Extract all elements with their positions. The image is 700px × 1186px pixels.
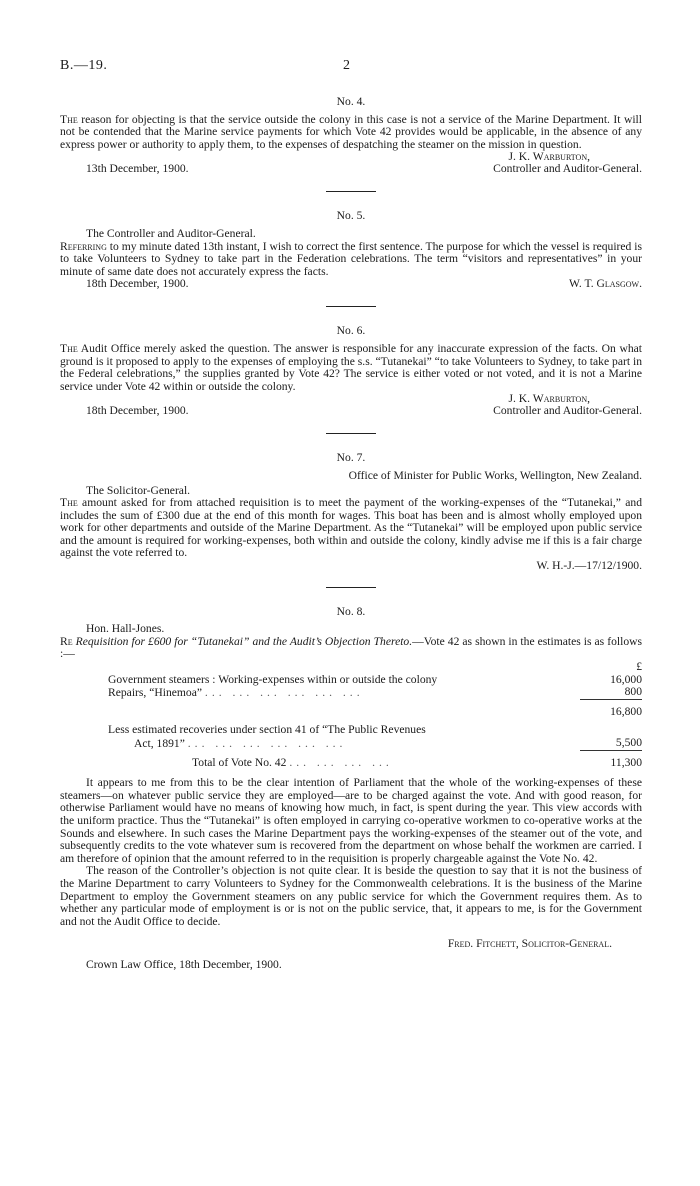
opinion-paragraph: It appears to me from this to be the clear intention of Parliament that the whole of the working-expenses of these steamers—on whatever public service they are employed—are to be charged against the vote. And with good reason, for otherwise Parliament would have no means of knowing how much, in fact, is spent during the year. This view accords with the uniform practice. Thus the “Tutanekai” is often employed in carrying co-operative workmen to co-operative works at the Sounds and elsewhere. In such cases the Marine Department pays the working-expenses of the steamer out of the vote, and subsequently credits to the vote whatever sum is recovered from the department on whose behalf the workmen are carried. I am therefore of opinion that the amount referred to in the requisition is properly chargeable against the Vote No. 42.: [60, 776, 642, 865]
minute-text: to my minute dated 13th instant, I wish to correct the first sentence. The purpose for which the vessel is required is to take Volunteers to Sydney to take part in the Federation celebrations. The term “visitors and representatives” in your minute of same date does not accurately express the facts.: [60, 239, 642, 278]
section-divider: [326, 191, 376, 192]
row-amount: [580, 718, 642, 737]
signatory-title: Controller and Auditor-General.: [493, 404, 642, 418]
minute-text: reason for objecting is that the service outside the colony in this case is not a service of the Marine Department. It will not be contended that the Marine service payments for which Vote 42 provides would be applicable, in the absence of any express power or authority to apply them, to the expenses of despatching the steamer on the mission in question.: [60, 112, 642, 151]
row-amount: 16,800: [580, 699, 642, 718]
row-amount: 11,300: [580, 750, 642, 769]
minute-body: [60, 343, 642, 393]
lead-word: The: [60, 112, 78, 126]
addressee: The Solicitor-General.: [86, 483, 191, 497]
row-label: Act, 1891”: [134, 736, 185, 750]
row-label: Less estimated recoveries under section 41 of “The Public Revenues: [108, 723, 426, 737]
signatory-name: J. K. Warburton,: [508, 392, 590, 406]
minute-text: Audit Office merely asked the question. The answer is responsible for any inaccurate expression of the facts. On what ground is it proposed to apply to the expenses of employing the s.s. “Tutanekai” “to take Volunteers to Sydney, to take part in the Federal celebrations,” the supplies granted by Vote 42? The service is either voted or not voted, and it is not a Marine service under Vote 42 within or outside the colony.: [60, 341, 642, 393]
minute-text: amount asked for from attached requisition is to meet the payment of the working-expenses of the “Tutanekai,” and includes the sum of £300 due at the end of this month for wages. This boat has been and is almost wholly employed upon work for other departments and outside of the Marine Department. As the “Tutanekai” will be employed upon public service and the amount is required for working-expenses, both within and outside the colony, kindly advise me if this is a fair charge against the vote referred to.: [60, 496, 642, 560]
table-row: [108, 718, 642, 737]
minute-date: 18th December, 1900.: [86, 404, 189, 418]
lead-word: Re: [60, 634, 73, 648]
section-divider: [326, 433, 376, 434]
currency-symbol: £: [636, 660, 642, 674]
opinion-paragraph: The reason of the Controller’s objection is not quite clear. It is beside the question to say that it is not the business of the Marine Department to carry Volunteers to Sydney for the Commonwealth celebrations. It is the business of the Marine Department to employ the Government steamers on any public service for which the Government requires them. As to whether any particular mode of employment is or is not on the public service, that, it appears to me, is for the Government and not the Audit Office to decide.: [60, 864, 642, 928]
office-date: Crown Law Office, 18th December, 1900.: [86, 957, 282, 971]
row-amount: 5,500: [615, 736, 642, 749]
lead-word: The: [60, 341, 78, 355]
table-row: [108, 674, 642, 687]
minute-number: No. 6.: [336, 324, 366, 338]
minute-body: [60, 497, 642, 560]
row-label: Government steamers : Working-expenses within or outside the colony: [108, 672, 438, 686]
minute-no-8: [60, 606, 642, 972]
row-label: Total of Vote No. 42: [192, 755, 287, 769]
office-heading: Office of Minister for Public Works, Wellington, New Zealand.: [348, 468, 642, 482]
addressee: Hon. Hall-Jones.: [86, 622, 165, 636]
minute-no-6: [60, 325, 642, 419]
leader-dots: ... ... ... ...: [289, 755, 393, 769]
minute-no-7: [60, 452, 642, 572]
table-row: [108, 686, 642, 699]
minute-number: No. 7.: [336, 451, 366, 465]
subject-line: [60, 636, 642, 661]
row-amount: 16,000: [610, 672, 642, 686]
signature-block: [60, 151, 642, 177]
addressee: The Controller and Auditor-General.: [86, 226, 256, 240]
minute-number: No. 4.: [336, 95, 366, 108]
subject-rest: —Vote 42 as shown in the estimates is as follows :—: [60, 634, 643, 661]
lead-word: The: [60, 496, 78, 510]
row-amount: 800: [624, 685, 642, 699]
minute-no-5: [60, 210, 642, 292]
page-number: 2: [343, 58, 350, 73]
leader-dots: ... ... ... ... ... ...: [204, 685, 364, 699]
table-row-total: [108, 750, 642, 769]
document-page: [60, 0, 642, 972]
minute-date: 13th December, 1900.: [86, 162, 189, 176]
document-reference: B.—19.: [60, 58, 108, 73]
minute-body: [60, 241, 642, 279]
signature-block: [60, 278, 642, 292]
minute-number: No. 8.: [336, 604, 366, 618]
page-header: [60, 0, 642, 96]
minute-date: 18th December, 1900.: [86, 277, 189, 291]
signatory-title: Controller and Auditor-General.: [493, 162, 642, 176]
section-divider: [326, 306, 376, 307]
signatory-name: J. K. Warburton,: [508, 150, 590, 164]
minute-body: [60, 114, 642, 152]
subject-italic: Requisition for £600 for “Tutanekai” and the Audit’s Objection Thereto.: [72, 634, 413, 648]
leader-dots: ... ... ... ... ... ...: [187, 736, 347, 750]
minute-no-4: [60, 96, 642, 177]
table-row: [108, 737, 642, 750]
section-divider: [326, 587, 376, 588]
signature-block: [60, 393, 642, 419]
minute-number: No. 5.: [336, 209, 366, 223]
lead-word: Referring: [60, 239, 107, 253]
solicitor-signature: Fred. Fitchett, Solicitor-General.: [447, 937, 612, 951]
signatory-name: W. T. Glasgow.: [569, 277, 642, 291]
row-label: Repairs, “Hinemoa”: [108, 685, 203, 699]
initials-signature: W. H.-J.—17/12/1900.: [536, 559, 642, 573]
vote-estimates-table: [108, 661, 642, 769]
table-row: [108, 699, 642, 718]
